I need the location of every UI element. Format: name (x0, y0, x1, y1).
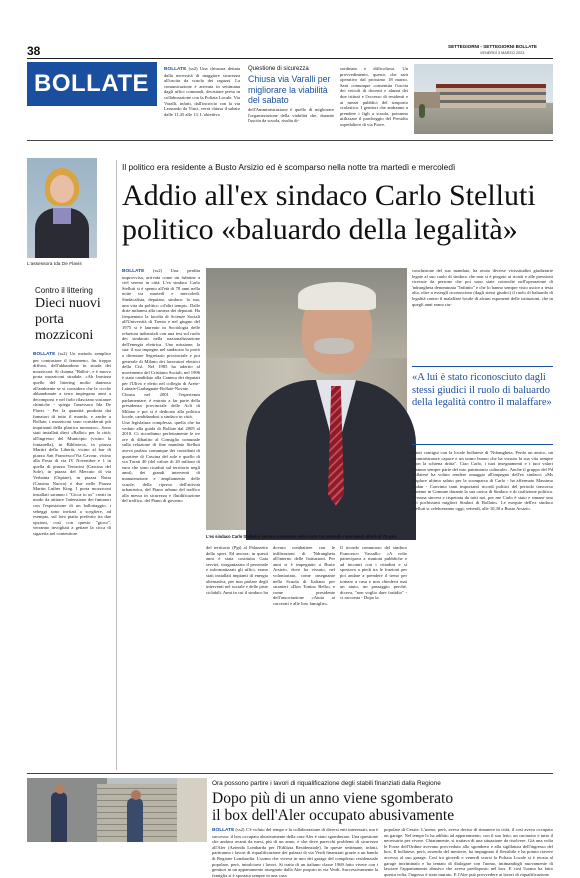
main-col1 (122, 268, 200, 768)
left-column-divider (116, 160, 117, 770)
aler-box-photo (27, 778, 207, 842)
main-col2-body: Una legislatura complessa, quella che ha veduto alla guida di Bollate dal 2005 al 2010. Ci ricordiamo perfettamente le tre ore di dibattito al Consiglio comunale sulla relazione di fine mandato Stelluti aveva parlato comunque dei contributi di quartiere di Cascina del sole e quello di via Turati 40 (del valore di 20 milioni di euro che sono ricaduti sul territorio negli anni), dei grandi interventi di manutenzione e ampliamento delle scuole, della ripresa dell'attività urbanistica, del Piano urbano del traffico alla messa in sicurezza e fluidificazione del traffico, del Piano di governo (122, 420, 200, 504)
pull-quote-rule-bottom (412, 444, 553, 445)
top-article-headline: Chiusa via Varalli per migliorare la viabilità del sabato (248, 74, 331, 105)
pull-quote-rule-top (412, 366, 553, 367)
main-city: BOLLATE (122, 269, 145, 274)
main-photo-caption: L'ex sindaco Carlo Stelluti è venuto a mancare nella notte tra martedì e mercoledì all'età di 78 anni (206, 534, 397, 539)
littering-city: BOLLATE (33, 352, 56, 357)
bottom-headline-2: il box dell'Aler occupato abusivamente (212, 807, 455, 824)
page-number: 38 (27, 44, 41, 58)
bottom-col1 (212, 827, 378, 878)
issue-date: VENERDÌ 3 MARZO 2023 (480, 51, 525, 55)
top-strip-rule (27, 140, 553, 141)
littering-kicker: Contro il littering (35, 286, 93, 295)
top-article-city: BOLLATE (164, 67, 187, 72)
littering-text (33, 351, 111, 767)
bottom-section-rule (27, 773, 553, 774)
stelluti-photo (206, 268, 407, 530)
bottom-headline-1: Dopo più di un anno viene sgomberato (212, 790, 454, 807)
main-col3: del territorio (Pgt) al Palazzetto dello sport. Ed ancora: in questi anni è stata costituita Gaia servizi, riorganizzato il personale e informatizzati gli uffici, erano stati installati impianti di energia alternativa, per non parlare degli interventi nel sociale e delle piste ciclabili. Anni in cui il sindaco ha (206, 545, 268, 595)
littering-headline: Dieci nuovi porta mozziconi (35, 296, 101, 343)
assessor-portrait (27, 158, 97, 258)
section-title: BOLLATE (34, 70, 150, 97)
main-col1-body: (ss2) Una perdita improvvisa, arrivata come un fulmine a ciel sereno in città. L'ex sindaco Carlo Stelluti si è spento all'età di 78 anni nella notte tra martedì e mercoledì. Sindacalista, deputato, sindaco: la sua, una vita da politico «d'altri tempi». Dalle dirie milanesi alla camera dei deputati. Ha frequentato la facoltà di Scienze Sociali all'Università di Trento e nel giugno del 1975 si è laureato in Sociologia delle relazioni industriali con una tesi sul ruolo dei sindacati nella nazionalizzazione dell'energia elettrica. Una missione, la sua: il suo impegno nel sindacato lo portò a diventare Segretario provinciale e poi generale di Milano dei lavoratori elettrici della Cisl. Nel 1985 ha aderito al movimento del Cristiano Sociali, nel 1996 è stato candidato alla Camera dei deputati per l'Ulivo e eletto nel collegio di Arese-Lainate-Garbagnate-Bollate-Novate. Chiusa nel 2001 l'esperienza parlamentare, è entrato a far parte della presidenza provinciale delle Acli di Milano e poi si è dedicato alla politica locale, candidandosi a sindaco in città. (122, 268, 201, 420)
main-col6: conclusione del suo mandato, ha avuto diverse vicissitudini giudiziarie legate al suo ruolo di sindaco che non si è piegato ai ricatti e alle pressioni ricevute da persone che poi sono state coinvolte nell'operazione di 'ndrangheta denominata "Infinito" e che lo hanno sempre visto uscire a testa alta, oltre a esserglì riconosciuto (dagli stessi giudici) il ruolo di baluardo di legalità contro il malaffare locale di alcuni esponenti delle istituzioni, che in quegli anni erano riu- (412, 268, 553, 307)
top-article-kicker: Questione di sicurezza (248, 66, 309, 72)
littering-body: (ss2) Un metodo semplice per contrastare il fenomeno, fin troppo diffuso, dell'abbandono in strada dei mozziconi. Si chiama "Ballot-, e è nuovo porta mozziconi stradale. «Ah Ironizza quello del littering molto dannoso all'ambiente se si considera che le cicche abbandonate a terra impiegano anni a decomporsi e nel farlo rilasciano sostanze chimiche - spiega l'assessora Ida De Flavis - Per la quantità prodotta dai fumatori di tutto il mondo, e anche a Bollate, i mozziconi sono considerati più inquinanti della plastica monouso». Sono stati installati dieci «Ballot» per la città: all'ingresso del Municipio (vicino la fontanella), in Biblioteca, in piazza Martiri della Libertà, vicino al bar di piazza San Francesco/Via Cavour, vicino alla Posta di via IV Novembre e 1 in quella di piazza Terracini (Cascina del Sole), in piazza del Mercato di via Verbania (Ospiate), in piazza Nutta (Cassina Nuova) e due nelle Piazza Martin Luther King. I porta mozziconi installati saranno i "Cicca to us" creati in modo da attirare l'attenzione dei fumatori con l'esposizione di un ballottaggio, i sebeggi sono invitati a scegliere, ad esempio, sul loro piatto preferito tra due opzioni, così con questo "gioco", verranno invogliati a gettare la cicca di sigaretta nel contenitore. (33, 351, 111, 536)
school-building-photo (414, 64, 553, 134)
pull-quote: «A lui è stato riconosciuto dagli stessi giudici il ruolo di baluardo della legalità contro il malaffare» (412, 372, 552, 408)
top-article-col1 (164, 66, 240, 126)
main-headline-1: Addio all'ex sindaco Carlo Stelluti (122, 179, 536, 212)
bottom-col2: popolare di Cesate. L'uomo, però, aveva deciso di rimanere in città, il così aveva occupato un garage. Nel tempo lo ha adibito ad appartamento, con il suo letto, un cucinotto e tutto il necessario per vivere. Chiaramente, si trattava di una situazione da risolvere. Già una volta le Forze dell'Ordine avevano provveduto allo sgombero e alla sigillatura dell'ingresso del box. Il bollatese, però, essendo del mestiere, ha impugnato il flessibile e ha potuto riavere accesso al suo garage. Così tra giovedì e venerdì scorsi la Polizia Locale si è recata al garage incriminato e ha tentato di dialogare con l'uomo, intimandogli nuovamente di lasciare l'appartamento abusivo che aveva predisposto nel box. E così l'uomo ha fatto questa volta, l'ingesso è stato murato. E l'Aler può provvedere ai lavori di riqualificazione. (384, 827, 553, 877)
top-article-text: (ss2) Una chiusura dettata dalla necessità di maggiore sicurezza all'uscita da scuola dei ragazzi. La comunicazione è arrivata in settimana dagli uffici comunali, decisione presa in collaborazione con la Polizia Locale. Via Varalli, infatti, dall'incrocio con la via Leonardo da Vinci, verrà chiusa il sabato dalle 11,45 alle 13. L'obiettivo (164, 66, 240, 117)
header-rule (27, 58, 553, 59)
main-col4: dovuto combattere con le infiltrazioni di 'Ndrangheta all'interno delle Istituzioni. Per anni si è impegnato a Busto Arsizio, dove ha vissuto, nel volontariato, come insegnante nella Scuola di Italiano per stranieri «Don Tonino Bello» e come presidente dell'associazione «Aiuto ai carcerati e alle loro famiglie». (273, 545, 335, 606)
bottom-kicker: Ora possono partire i lavori di riqualificazione degli stabili finanziati dalla Regione (212, 780, 441, 787)
main-col5: Il ricordo commosso del sindaco Francesco Vassallo: «A volte partecipava a riunioni pubbliche e ad incontri con i cittadini e si spostava a piedi tra le frazioni per poi andare a prendere il treno per tornare a casa e non chiedeva mai un aiuto, un passaggio perché, diceva, "non voglio dare fastidio" - ci racconta - Dopo la (340, 545, 407, 601)
bottom-city: BOLLATE (212, 828, 235, 833)
portrait-caption: L'assessora Ida De Flavis (27, 262, 82, 267)
main-kicker: Il politico era residente a Busto Arsizio ed è scomparso nella notte tra martedì e mercoledì (122, 162, 456, 172)
main-headline-2: politico «baluardo della legalità» (122, 213, 518, 246)
main-col6b: sciuti contigui con la locale bollatese di 'Ndrangheta. Perdo un amico, un amministratore capace e un uomo buono che ha vissuto la sua vita sempre "con la schiena dritta". Ciao Carlo, i tuoi insegnamenti e i tuoi valori faranno sempre parte del mio patrimonio culturale». Anche il gruppo del Pd bollatese ha voluto rendere omaggio all'impegno dell'ex sindaco: «Ms displace ultimo saluto per la scomparsa di Carlo - ha affermato Massimo Padan - Convinto tanti importanti ricordi politici del periodo trascorso insieme in Comune durante la sua carica di Sindaco e di coalizione politica. Persona sincera e rispettata da tutti noi, per me Carlo è stato e rimane uno dei pochissimi migliori Sindaci di Bollate». Le esequie dell'ex sindaco Stelluti si celebreranno oggi, venerdì, alle 10,30 a Busto Arsizio. (412, 450, 553, 511)
top-article-col2: dell'Amministrazione è quello di migliorare l'organizzazione della viabilità che, durante l'uscita da scuola, risulta di- (248, 107, 334, 124)
top-article-col3: sordinata e difficoltosa. Un provvedimento, questo, che sarà operativo dal prossimo 18 marzo. Sarà comunque consentita l'uscita dei veicoli di docenti e alunni dei due istituti e l'accesso di residenti e ai mezzi pubblici del trasporto scolastico. I genitori che andranno a prendere i figli a scuola, potranno utilizzare il parcheggio del Presidio ospedaliero di via Piave. (340, 66, 408, 127)
publication-name: SETTEGIORNI - SETTEGIORNI BOLLATE (448, 44, 537, 49)
bottom-col1-body: (ss2) C'è voluto del tempo e la collaborazione di diversi enti interessati, ma è successo: il box occupato abusivamente della case Aler è stato sgomberato. Una questione che andava avanti da mesi, più di un anno, e che deve parecchi problemi di sicurezza all'Aler (Azienda Lombarda per l'Edilizia Residenziale). In queste settimane, infatti, partiranno i lavori di riqualificazione dei palazzi di via Verdi finanziati grazie a un bando di Regione Lombardia. L'uomo che viveva in uno dei garage del complesso residenziale popolare, però, intralciava i lavori. Si tratta di un italiano classe 1969 fatto vivere con i genitori in un appartamento assegnato dalla Aler proprio in via Verdi. Successivamente la famiglia si è spostata sempre in una casa (212, 827, 378, 878)
